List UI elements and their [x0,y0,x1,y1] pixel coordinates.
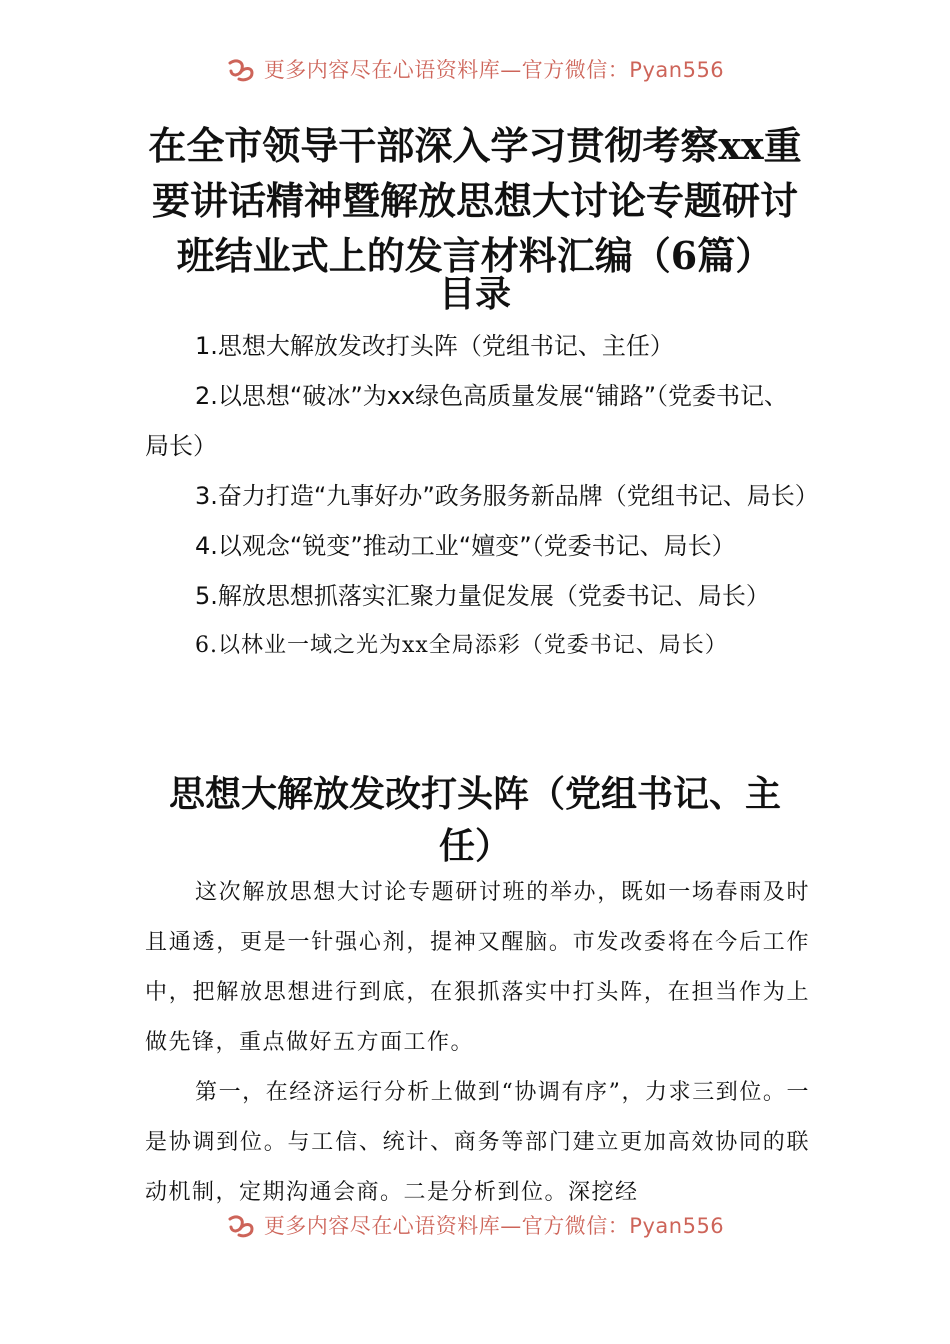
toc-item: 6.以林业一域之光为xx全局添彩（党委书记、局长） [195,633,728,658]
watermark-text: 更多内容尽在心语资料库—官方微信：Pyan556 [263,57,725,82]
toc-item: 1.思想大解放发改打头阵（党组书记、主任） [195,332,674,360]
toc-heading: 目录 [438,273,511,315]
watermark-footer [0,1206,950,1246]
toc-item: 2.以思想“破冰”为xx绿色高质量发展“铺路”（党委书记、局长） [145,382,789,460]
section-title: 思想大解放发改打头阵（党组书记、主任） [168,773,781,867]
document-title: 在全市领导干部深入学习贯彻考察xx重要讲话精神暨解放思想大讨论专题研讨班结业式上的发言材料汇编（6篇） [148,123,802,278]
watermark-text: 更多内容尽在心语资料库—官方微信：Pyan556 [263,1213,725,1238]
toc-item: 5.解放思想抓落实汇聚力量促发展（党委书记、局长） [195,582,770,610]
toc-item: 3.奋力打造“九事好办”政务服务新品牌（党组书记、局长） [195,482,819,510]
watermark-header [0,50,950,90]
body-paragraph: 第一，在经济运行分析上做到“协调有序”，力求三到位。一是协调到位。与工信、统计、商务等部门建立更加高效协同的联动机制，定期沟通会商。二是分析到位。深挖经 [145,1080,810,1205]
brand-logo-icon [226,1213,256,1239]
section-body [145,868,810,1218]
table-of-contents [145,321,819,671]
brand-logo-icon [226,57,256,83]
body-paragraph: 这次解放思想大讨论专题研讨班的举办，既如一场春雨及时且通透，更是一针强心剂，提神又醒脑。市发改委将在今后工作中，把解放思想进行到底，在狠抓落实中打头阵，在担当作为上做先锋，重点做好五方面工作。 [145,880,810,1055]
toc-item: 4.以观念“锐变”推动工业“嬗变”（党委书记、局长） [195,532,736,560]
